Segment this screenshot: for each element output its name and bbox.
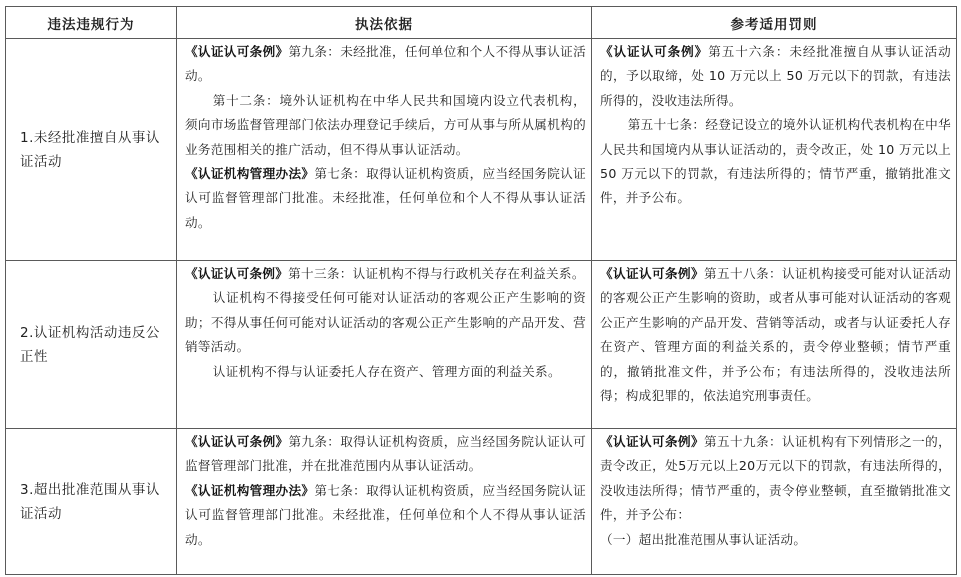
law-name: 《认证机构管理办法》 xyxy=(185,166,315,182)
clause-text: 第九条：未经批准，任何单位和个人不得从事认证活动。 xyxy=(185,44,586,84)
penalty-paragraph xyxy=(600,528,951,552)
penalty-paragraph xyxy=(600,40,951,113)
clause-text: 第十二条：境外认证机构在中华人民共和国境内设立代表机构，须向市场监督管理部门依法办理登记手续后，方可从事与所从属机构的业务范围相关的推广活动，但不得从事认证活动。 xyxy=(185,92,586,157)
law-name: 《认证认可条例》 xyxy=(185,266,289,281)
table-row xyxy=(6,39,957,261)
clause-text: 第五十七条：经登记设立的境外认证机构代表机构在中华人民共和国境内从事认证活动的，责令改正，处 10 万元以上 50 万元以下的罚款，有违法所得的；情节严重，撤销批准文件，并予公布。 xyxy=(600,117,951,206)
law-name: 《认证机构管理办法》 xyxy=(185,482,315,498)
header-penalty: 参考适用罚则 xyxy=(592,7,957,39)
law-name: 《认证认可条例》 xyxy=(600,266,705,281)
basis-paragraph xyxy=(185,479,586,552)
table-row xyxy=(6,429,957,575)
basis-cell xyxy=(177,429,592,575)
penalty-paragraph xyxy=(600,262,951,408)
clause-text: （一）超出批准范围从事认证活动。 xyxy=(600,531,807,547)
violation-cell: 2.认证机构活动违反公正性 xyxy=(6,261,177,429)
violation-cell: 1.未经批准擅自从事认证活动 xyxy=(6,39,177,261)
law-name: 《认证认可条例》 xyxy=(185,44,289,59)
clause-text: 第五十六条：未经批准擅自从事认证活动的，予以取缔，处 10 万元以上 50 万元以下的罚款，有违法所得的，没收违法所得。 xyxy=(600,44,952,108)
penalty-cell xyxy=(592,429,957,575)
basis-paragraph xyxy=(185,40,586,89)
penalty-cell xyxy=(592,261,957,429)
clause-text: 第九条：取得认证机构资质，应当经国务院认证认可监督管理部门批准，并在批准范围内从事认证活动。 xyxy=(185,434,586,474)
basis-paragraph xyxy=(185,89,586,162)
clause-text: 第七条：取得认证机构资质，应当经国务院认证认可监督管理部门批准。未经批准，任何单位和个人不得从事认证活动。 xyxy=(185,166,586,230)
penalty-paragraph xyxy=(600,113,951,211)
basis-paragraph xyxy=(185,162,586,235)
clause-text: 认证机构不得与认证委托人存在资产、管理方面的利益关系。 xyxy=(212,363,561,379)
law-name: 《认证认可条例》 xyxy=(600,44,709,59)
basis-paragraph xyxy=(185,430,586,479)
basis-cell xyxy=(177,39,592,261)
table-header-row xyxy=(6,7,957,39)
header-basis: 执法依据 xyxy=(177,7,592,39)
basis-paragraph xyxy=(185,262,586,286)
basis-cell xyxy=(177,261,592,429)
clause-text: 认证机构不得接受任何可能对认证活动的客观公正产生影响的资助；不得从事任何可能对认证活动的客观公正产生影响的产品开发、营销等活动。 xyxy=(185,290,586,355)
law-name: 《认证认可条例》 xyxy=(600,434,705,449)
clause-text: 第五十八条：认证机构接受可能对认证活动的客观公正产生影响的资助，或者从事可能对认证活动的客观公正产生影响的产品开发、营销等活动，或者与认证委托人存在资产、管理方面的利益关系的，责令停业整顿；情节严重的，撤销批准文件，并予公布；有违法所得的，没收违法所得；构成犯罪的，依法追究刑事责任。 xyxy=(600,266,951,404)
header-violation: 违法违规行为 xyxy=(6,7,177,39)
basis-paragraph xyxy=(185,286,586,359)
clause-text: 第十三条：认证机构不得与行政机关存在利益关系。 xyxy=(288,266,585,281)
clause-text: 第五十九条：认证机构有下列情形之一的，责令改正，处5万元以上20万元以下的罚款，有违法所得的，没收违法所得；情节严重的，责令停业整顿，直至撤销批准文件，并予公布： xyxy=(600,434,951,523)
enforcement-table xyxy=(5,6,957,575)
penalty-paragraph xyxy=(600,430,951,528)
penalty-cell xyxy=(592,39,957,261)
basis-paragraph xyxy=(185,360,586,384)
violation-cell: 3.超出批准范围从事认证活动 xyxy=(6,429,177,575)
clause-text: 第七条：取得认证机构资质，应当经国务院认证认可监督管理部门批准。未经批准，任何单位和个人不得从事认证活动。 xyxy=(185,482,586,547)
law-name: 《认证认可条例》 xyxy=(185,434,289,449)
table-row xyxy=(6,261,957,429)
